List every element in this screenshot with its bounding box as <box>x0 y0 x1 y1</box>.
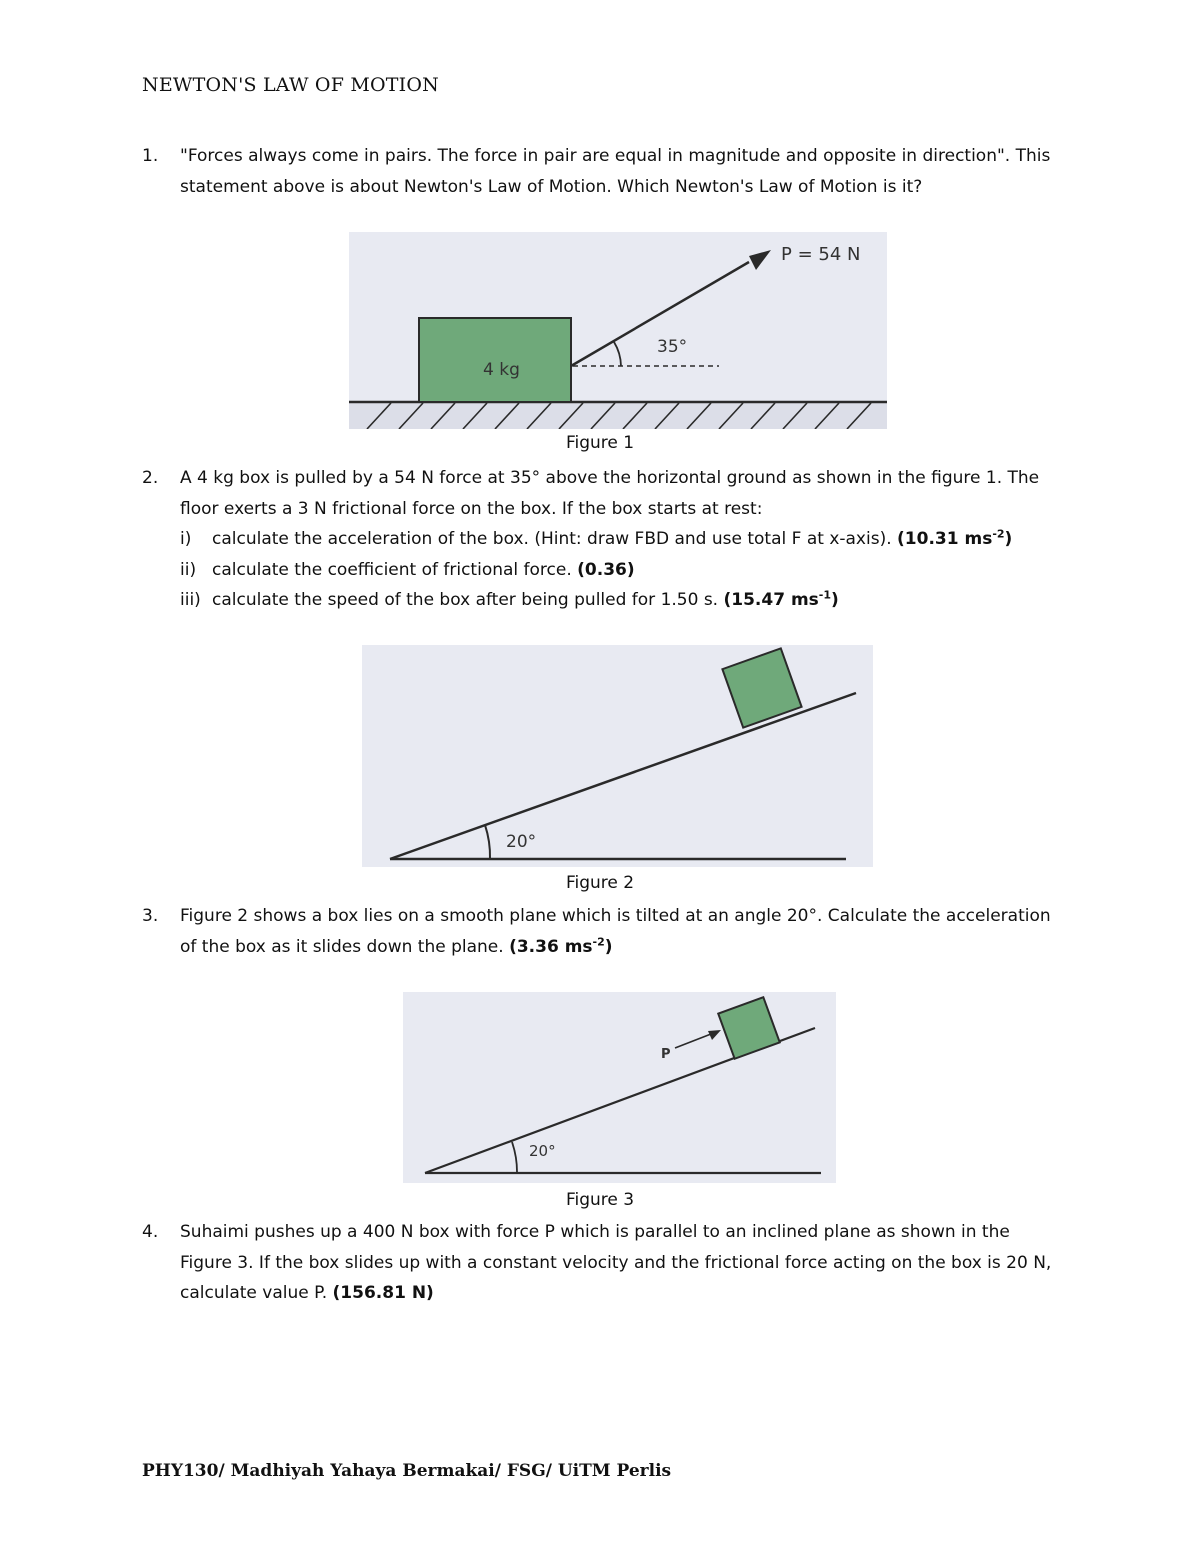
question-text: Suhaimi pushes up a 400 N box with force P which is parallel to an inclined plane as shown in the Figure 3. If the box slides up with a constant velocity and the frictional force acting on the box is 20 N, calculate value P. <box>180 1222 1052 1303</box>
question-number: 4. <box>142 1222 159 1242</box>
subpart-ii <box>180 555 1062 586</box>
subpart-iii <box>180 585 1062 616</box>
force-label: P <box>661 1047 671 1062</box>
figure-2-drawing <box>362 645 873 867</box>
subpart-label: iii) <box>180 590 201 610</box>
question-1 <box>142 141 1062 202</box>
subpart-i <box>180 524 1062 555</box>
answer-exponent: -2 <box>592 934 605 948</box>
subpart-label: ii) <box>180 559 197 580</box>
figure-1-caption: Figure 1 <box>565 433 635 453</box>
subpart-text: calculate the coefficient of frictional force. <box>212 559 572 580</box>
answer-close: ) <box>1004 529 1013 549</box>
figure-1-drawing <box>349 232 887 429</box>
figure-2 <box>362 645 873 867</box>
question-text: Figure 2 shows a box lies on a smooth plane which is tilted at an angle 20°. Calculate the acceleration of the box as it slides down the plane. <box>180 906 1051 957</box>
question-answer: (156.81 N) <box>332 1283 434 1303</box>
ground-hatch-area <box>349 402 887 429</box>
mass-label: 4 kg <box>483 360 520 380</box>
figure-2-caption: Figure 2 <box>565 873 635 893</box>
question-text: "Forces always come in pairs. The force in pair are equal in magnitude and opposite in direction". This statement above is about Newton's Law of Motion. Which Newton's Law of Motion is it? <box>180 146 1051 197</box>
page-footer: PHY130/ Madhiyah Yahaya Bermakai/ FSG/ UiTM Perlis <box>142 1461 672 1481</box>
question-number: 2. <box>142 468 159 488</box>
answer-close: ) <box>831 590 839 610</box>
answer-exponent: -1 <box>818 588 832 602</box>
answer-close: ) <box>604 936 613 957</box>
subpart-answer: (10.31 ms <box>897 529 993 549</box>
question-2 <box>142 463 1062 616</box>
subpart-text: calculate the speed of the box after being pulled for 1.50 s. <box>212 590 719 610</box>
subpart-answer: (0.36) <box>577 559 635 580</box>
page-title: NEWTON'S LAW OF MOTION <box>142 74 439 96</box>
question-4 <box>142 1217 1062 1309</box>
angle-label: 20° <box>506 832 537 852</box>
photo-background <box>362 645 873 867</box>
question-number: 1. <box>142 146 159 166</box>
angle-label: 35° <box>657 337 688 357</box>
figure-1 <box>349 232 887 429</box>
angle-label: 20° <box>529 1142 556 1160</box>
subpart-answer: (15.47 ms <box>723 590 819 610</box>
figure-3-caption: Figure 3 <box>565 1190 635 1210</box>
figure-3 <box>403 992 836 1183</box>
subpart-text: calculate the acceleration of the box. (Hint: draw FBD and use total F at x-axis). <box>212 529 892 549</box>
figure-3-drawing <box>403 992 836 1183</box>
question-text: A 4 kg box is pulled by a 54 N force at 35° above the horizontal ground as shown in the figure 1. The floor exerts a 3 N frictional force on the box. If the box starts at rest: <box>180 468 1040 519</box>
answer-exponent: -2 <box>992 527 1005 541</box>
question-answer: (3.36 ms <box>509 936 593 957</box>
force-label: P = 54 N <box>781 244 861 265</box>
question-number: 3. <box>142 906 159 926</box>
subpart-label: i) <box>180 529 192 549</box>
question-3 <box>142 901 1062 962</box>
